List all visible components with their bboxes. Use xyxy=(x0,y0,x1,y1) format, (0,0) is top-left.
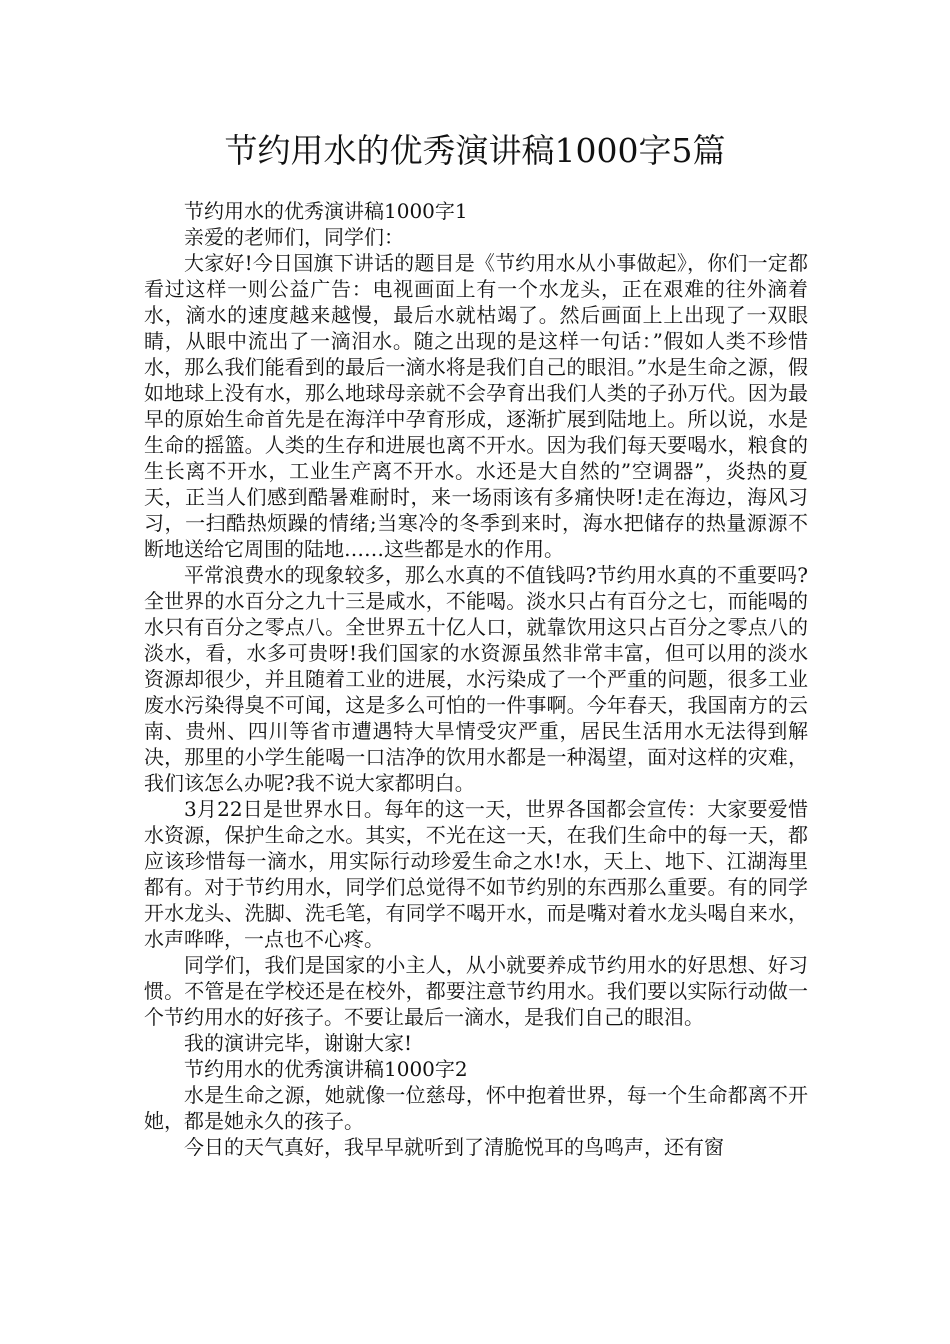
paragraph: 平常浪费水的现象较多，那么水真的不值钱吗?节约用水真的不重要吗?全世界的水百分之九十三是咸水，不能喝。淡水只占有百分之七，而能喝的水只有百分之零点八。全世界五十亿人口，就靠饮用这只占百分之零点八的淡水，看，水多可贵呀!我们国家的水资源虽然非常丰富，但可以用的淡水资源却很少，并且随着工业的进展，水污染成了一个严重的问题，很多工业废水污染得臭不可闻，这是多么可怕的一件事啊。今年春天，我国南方的云南、贵州、四川等省市遭遇特大旱情受灾严重，居民生活用水无法得到解决，那里的小学生能喝一口洁净的饮用水都是一种渴望，面对这样的灾难，我们该怎么办呢?我不说大家都明白。 xyxy=(144,563,808,795)
document-body xyxy=(144,198,808,1160)
document-title: 节约用水的优秀演讲稿1000字5篇 xyxy=(224,131,726,170)
paragraph: 今日的天气真好，我早早就听到了清脆悦耳的鸟鸣声，还有窗 xyxy=(184,1135,724,1159)
paragraph: 水是生命之源，她就像一位慈母，怀中抱着世界，每一个生命都离不开她，都是她永久的孩子。 xyxy=(144,1083,808,1133)
section-heading-1: 节约用水的优秀演讲稿1000字1 xyxy=(184,199,468,223)
paragraph: 大家好!今日国旗下讲话的题目是《节约用水从小事做起》，你们一定都看过这样一则公益广告：电视画面上有一个水龙头，正在艰难的往外滴着水，滴水的速度越来越慢，最后水就枯竭了。然后画面上上出现了一双眼睛，从眼中流出了一滴泪水。随之出现的是这样一句话：”假如人类不珍惜水，那么我们能看到的最后一滴水将是我们自己的眼泪。”水是生命之源，假如地球上没有水，那么地球母亲就不会孕育出我们人类的子孙万代。因为最早的原始生命首先是在海洋中孕育形成，逐渐扩展到陆地上。所以说，水是生命的摇篮。人类的生存和进展也离不开水。因为我们每天要喝水，粮食的生长离不开水，工业生产离不开水。水还是大自然的”空调器”，炎热的夏天，正当人们感到酷暑难耐时，来一场雨该有多痛快呀!走在海边，海风习习，一扫酷热烦躁的情绪;当寒冷的冬季到来时，海水把储存的热量源源不断地送给它周围的陆地……这些都是水的作用。 xyxy=(144,251,808,561)
closing-line: 我的演讲完毕，谢谢大家! xyxy=(184,1031,413,1055)
salutation: 亲爱的老师们，同学们： xyxy=(184,225,404,249)
paragraph: 3月22日是世界水日。每年的这一天，世界各国都会宣传：大家要爱惜水资源，保护生命之水。其实，不光在这一天，在我们生命中的每一天，都应该珍惜每一滴水，用实际行动珍爱生命之水!水，天上、地下、江湖海里都有。对于节约用水，同学们总觉得不如节约别的东西那么重要。有的同学开水龙头、洗脚、洗毛笔，有同学不喝开水，而是嘴对着水龙头喝自来水，水声哗哗，一点也不心疼。 xyxy=(144,797,808,951)
section-heading-2: 节约用水的优秀演讲稿1000字2 xyxy=(184,1057,468,1081)
paragraph: 同学们，我们是国家的小主人，从小就要养成节约用水的好思想、好习惯。不管是在学校还是在校外，都要注意节约用水。我们要以实际行动做一个节约用水的好孩子。不要让最后一滴水，是我们自己的眼泪。 xyxy=(144,953,808,1029)
